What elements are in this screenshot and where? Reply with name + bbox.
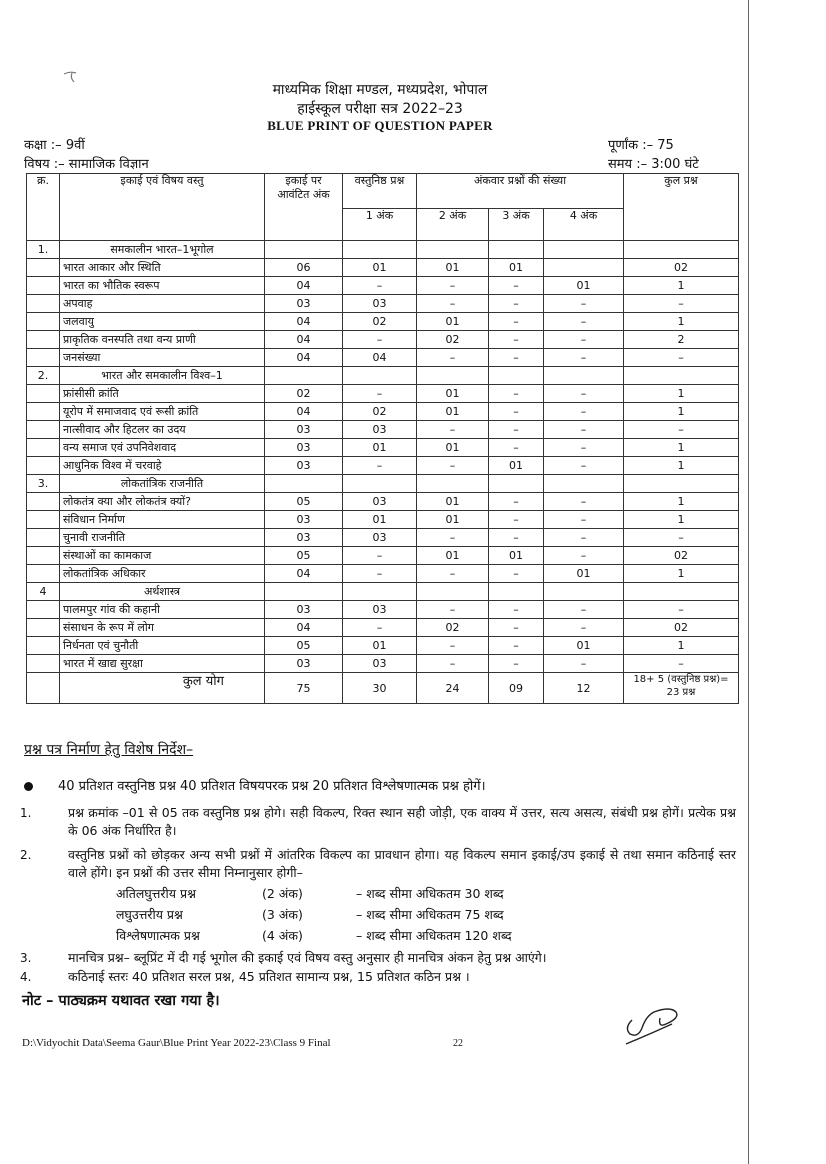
class-label: कक्षा :– 9वीं [24,138,85,153]
four-mark-cell: – [544,439,624,457]
three-mark-cell: – [489,511,544,529]
marks-allotted-cell: 05 [265,547,343,565]
instruction-4-number: 4. [20,970,32,984]
three-mark-cell: 01 [489,457,544,475]
four-mark-cell: – [544,385,624,403]
two-mark-cell: 01 [417,403,489,421]
one-mark-cell: 01 [343,511,417,529]
header-unit: इकाई एवं विषय वस्तु [60,174,265,241]
table-row [27,619,739,637]
one-mark-cell: – [343,457,417,475]
four-mark-cell: – [544,511,624,529]
empty-cell [343,367,417,385]
one-mark-cell: – [343,331,417,349]
total-questions-cell: – [624,349,739,367]
one-mark-cell: 03 [343,655,417,673]
two-mark-cell: 02 [417,331,489,349]
table-row [27,511,739,529]
table-row [27,457,739,475]
total-marks-allotted-cell: 75 [265,673,343,704]
one-mark-cell: 01 [343,439,417,457]
two-mark-cell: – [417,421,489,439]
time-label: समय :– 3:00 घंटे [608,157,699,172]
total-questions-cell: – [624,529,739,547]
four-mark-cell: 01 [544,277,624,295]
table-row [27,385,739,403]
total-total-questions-cell: 18+ 5 (वस्तुनिष्ठ प्रश्न)= 23 प्रश्न [624,673,739,704]
one-mark-cell: 03 [343,421,417,439]
three-mark-cell: – [489,493,544,511]
header-4-mark: 4 अंक [544,209,624,241]
unit-header-row [27,475,739,493]
three-mark-cell: – [489,349,544,367]
empty-cell [27,457,60,475]
one-mark-cell: – [343,565,417,583]
one-mark-cell: 03 [343,493,417,511]
total-questions-cell: 1 [624,511,739,529]
word-limit-value: – शब्द सीमा अधिकतम 30 शब्द [356,886,504,901]
four-mark-cell: – [544,619,624,637]
word-limit-type: लघुउत्तरीय प्रश्न [116,907,183,922]
two-mark-cell: – [417,349,489,367]
empty-cell [27,295,60,313]
topic-cell: चुनावी राजनीति [60,529,265,547]
three-mark-cell: – [489,331,544,349]
three-mark-cell: – [489,403,544,421]
empty-cell [265,583,343,601]
marks-allotted-cell: 03 [265,511,343,529]
marks-allotted-cell: 02 [265,385,343,403]
empty-cell [417,367,489,385]
marks-allotted-cell: 04 [265,349,343,367]
table-row [27,277,739,295]
two-mark-cell: – [417,565,489,583]
table-row [27,529,739,547]
syllabus-note: नोट – पाठ्यक्रम यथावत रखा गया है। [22,993,220,1009]
page-edge-line [748,0,749,1164]
unit-title: लोकतांत्रिक राजनीति [60,475,265,493]
signature-icon [620,998,690,1048]
word-limit-type: विश्लेषणात्मक प्रश्न [116,928,200,943]
total-questions-cell: 1 [624,565,739,583]
table-row [27,403,739,421]
distribution-instruction: 40 प्रतिशत वस्तुनिष्ठ प्रश्न 40 प्रतिशत विषयपरक प्रश्न 20 प्रतिशत विश्लेषणात्मक प्रश्न होगें। [58,779,486,794]
three-mark-cell: – [489,295,544,313]
topic-cell: निर्धनता एवं चुनौती [60,637,265,655]
topic-cell: अपवाह [60,295,265,313]
marks-allotted-cell: 04 [265,403,343,421]
header-1-mark: 1 अंक [343,209,417,241]
empty-cell [27,313,60,331]
total-questions-cell: 02 [624,259,739,277]
empty-cell [417,241,489,259]
total-questions-cell: – [624,295,739,313]
marks-allotted-cell: 04 [265,277,343,295]
empty-cell [27,403,60,421]
three-mark-cell: – [489,601,544,619]
topic-cell: भारत आकार और स्थिति [60,259,265,277]
two-mark-cell: – [417,457,489,475]
instruction-2: वस्तुनिष्ठ प्रश्नों को छोड़कर अन्य सभी प्रश्नों में आंतरिक विकल्प का प्रावधान होगा। यह विकल्प समान इकाई/उप इकाई से तथा समान कठिनाई स्तर वाले होंगे। इन प्रश्नों की उत्तर सीमा निम्नानुसार होगी– [68,847,736,880]
header-2-mark: 2 अंक [417,209,489,241]
header-3-mark: 3 अंक [489,209,544,241]
total-one-mark-cell: 30 [343,673,417,704]
marks-allotted-cell: 03 [265,655,343,673]
total-label: कुल योग [60,673,265,704]
marks-allotted-cell: 03 [265,601,343,619]
empty-cell [489,583,544,601]
blueprint-table [26,173,739,704]
three-mark-cell: 01 [489,259,544,277]
four-mark-cell: – [544,421,624,439]
two-mark-cell: – [417,295,489,313]
empty-cell [489,367,544,385]
header-markwise: अंकवार प्रश्नों की संख्या [417,174,624,209]
total-three-mark-cell: 09 [489,673,544,704]
unit-title: भारत और समकालीन विश्व–1 [60,367,265,385]
total-questions-cell: 1 [624,637,739,655]
table-row [27,313,739,331]
one-mark-cell: 02 [343,403,417,421]
document-title: BLUE PRINT OF QUESTION PAPER [267,118,493,133]
marks-allotted-cell: 04 [265,619,343,637]
table-row [27,565,739,583]
word-limit-type: अतिलघुत्तरीय प्रश्न [116,886,196,901]
total-questions-cell: 1 [624,277,739,295]
four-mark-cell: – [544,313,624,331]
empty-cell [27,619,60,637]
unit-title: अर्थशास्त्र [60,583,265,601]
empty-cell [343,241,417,259]
topic-cell: यूरोप में समाजवाद एवं रूसी क्रांति [60,403,265,421]
total-questions-cell: 1 [624,439,739,457]
table-row [27,601,739,619]
two-mark-cell: 01 [417,313,489,331]
unit-header-row [27,241,739,259]
four-mark-cell: – [544,403,624,421]
topic-cell: जलवायु [60,313,265,331]
total-four-mark-cell: 12 [544,673,624,704]
three-mark-cell: – [489,529,544,547]
total-questions-cell: 1 [624,493,739,511]
three-mark-cell: 01 [489,547,544,565]
topic-cell: संस्थाओं का कामकाज [60,547,265,565]
two-mark-cell: – [417,529,489,547]
two-mark-cell: 01 [417,385,489,403]
empty-cell [27,385,60,403]
exam-session: हाईस्कूल परीक्षा सत्र 2022–23 [297,101,463,117]
empty-cell [27,259,60,277]
two-mark-cell: 01 [417,259,489,277]
marks-allotted-cell: 03 [265,421,343,439]
empty-cell [489,475,544,493]
three-mark-cell: – [489,439,544,457]
topic-cell: भारत का भौतिक स्वरूप [60,277,265,295]
empty-cell [27,637,60,655]
empty-cell [265,475,343,493]
total-questions-cell: 1 [624,313,739,331]
one-mark-cell: 02 [343,313,417,331]
marks-allotted-cell: 04 [265,565,343,583]
one-mark-cell: 03 [343,295,417,313]
two-mark-cell: 02 [417,619,489,637]
total-row [27,673,739,704]
max-marks-label: पूर्णांक :– 75 [608,138,674,153]
four-mark-cell: 01 [544,565,624,583]
four-mark-cell [544,259,624,277]
empty-cell [265,367,343,385]
topic-cell: पालमपुर गांव की कहानी [60,601,265,619]
page-number: 22 [453,1038,463,1049]
unit-number: 3. [27,475,60,493]
total-two-mark-cell: 24 [417,673,489,704]
one-mark-cell: – [343,385,417,403]
instruction-4: कठिनाई स्तरः 40 प्रतिशत सरल प्रश्न, 45 प्रतिशत सामान्य प्रश्न, 15 प्रतिशत कठिन प्रश्न । [68,969,470,984]
three-mark-cell: – [489,637,544,655]
instruction-1-number: 1. [20,806,32,820]
empty-cell [544,367,624,385]
table-row [27,421,739,439]
empty-cell [624,475,739,493]
three-mark-cell: – [489,313,544,331]
empty-cell [417,583,489,601]
topic-cell: संसाधन के रूप में लोग [60,619,265,637]
three-mark-cell: – [489,619,544,637]
total-questions-cell: – [624,601,739,619]
one-mark-cell: 01 [343,259,417,277]
unit-number: 4 [27,583,60,601]
three-mark-cell: – [489,655,544,673]
three-mark-cell: – [489,421,544,439]
two-mark-cell: 01 [417,511,489,529]
unit-number: 1. [27,241,60,259]
four-mark-cell: – [544,349,624,367]
four-mark-cell: – [544,655,624,673]
four-mark-cell: – [544,331,624,349]
four-mark-cell: – [544,295,624,313]
marks-allotted-cell: 05 [265,637,343,655]
empty-cell [489,241,544,259]
empty-cell [27,493,60,511]
topic-cell: फ्रांसीसी क्रांति [60,385,265,403]
marks-allotted-cell: 03 [265,529,343,547]
two-mark-cell: – [417,601,489,619]
empty-cell [27,547,60,565]
topic-cell: लोकतांत्रिक अधिकार [60,565,265,583]
total-questions-cell: 02 [624,619,739,637]
total-questions-cell: 1 [624,403,739,421]
marks-allotted-cell: 03 [265,457,343,475]
topic-cell: वन्य समाज एवं उपनिवेशवाद [60,439,265,457]
unit-header-row [27,583,739,601]
empty-cell [624,241,739,259]
empty-cell [343,583,417,601]
two-mark-cell: – [417,277,489,295]
empty-cell [27,439,60,457]
table-row [27,637,739,655]
topic-cell: संविधान निर्माण [60,511,265,529]
total-questions-cell: 1 [624,457,739,475]
topic-cell: नात्सीवाद और हिटलर का उदय [60,421,265,439]
table-row [27,547,739,565]
empty-cell [265,241,343,259]
header-sno: क्र. [27,174,60,241]
empty-cell [624,583,739,601]
one-mark-cell: – [343,619,417,637]
empty-cell [27,655,60,673]
topic-cell: आधुनिक विश्व में चरवाहे [60,457,265,475]
four-mark-cell: – [544,547,624,565]
empty-cell [27,565,60,583]
unit-number: 2. [27,367,60,385]
empty-cell [27,529,60,547]
two-mark-cell: – [417,637,489,655]
empty-cell [27,331,60,349]
bullet-icon [24,782,33,791]
instruction-3-number: 3. [20,951,32,965]
marks-allotted-cell: 03 [265,295,343,313]
one-mark-cell: – [343,547,417,565]
empty-cell [544,241,624,259]
one-mark-cell: 01 [343,637,417,655]
total-questions-cell: – [624,421,739,439]
table-row [27,493,739,511]
header-total: कुल प्रश्न [624,174,739,241]
two-mark-cell: – [417,655,489,673]
empty-cell [544,583,624,601]
four-mark-cell: – [544,457,624,475]
word-limit-value: – शब्द सीमा अधिकतम 120 शब्द [356,928,512,943]
blueprint-body [27,241,739,704]
two-mark-cell: 01 [417,439,489,457]
empty-cell [27,421,60,439]
empty-cell [343,475,417,493]
two-mark-cell: 01 [417,493,489,511]
word-limit-marks: (3 अंक) [262,907,303,922]
empty-cell [27,673,60,704]
three-mark-cell: – [489,385,544,403]
total-questions-cell: – [624,655,739,673]
instruction-3: मानचित्र प्रश्न– ब्लूप्रिंट में दी गई भूगोल की इकाई एवं विषय वस्तु अनुसार ही मानचित्र अंकन हेतु प्रश्न आएंगे। [68,950,547,965]
three-mark-cell: – [489,565,544,583]
total-questions-cell: 1 [624,385,739,403]
topic-cell: भारत में खाद्य सुरक्षा [60,655,265,673]
table-row [27,295,739,313]
marks-allotted-cell: 06 [265,259,343,277]
one-mark-cell: 03 [343,529,417,547]
table-row [27,259,739,277]
four-mark-cell: 01 [544,637,624,655]
marks-allotted-cell: 04 [265,331,343,349]
header-objective: वस्तुनिष्ठ प्रश्न [343,174,417,209]
empty-cell [417,475,489,493]
unit-header-row [27,367,739,385]
board-name: माध्यमिक शिक्षा मण्डल, मध्यप्रदेश, भोपाल [272,82,488,98]
four-mark-cell: – [544,601,624,619]
header-marks-allotted: इकाई पर आवंटित अंक [265,174,343,241]
one-mark-cell: 04 [343,349,417,367]
instruction-1: प्रश्न क्रमांक –01 से 05 तक वस्तुनिष्ठ प्रश्न होगे। सही विकल्प, रिक्त स्थान सही जोड़ी, एक वाक्य में उत्तर, सत्य असत्य, संबंधी प्रश्न होगें। प्रत्येक प्रश्न के 06 अंक निर्धारित है। [68,805,736,838]
empty-cell [27,601,60,619]
word-limit-value: – शब्द सीमा अधिकतम 75 शब्द [356,907,504,922]
empty-cell [27,277,60,295]
table-row [27,655,739,673]
topic-cell: प्राकृतिक वनस्पति तथा वन्य प्राणी [60,331,265,349]
total-questions-cell: 02 [624,547,739,565]
subject-label: विषय :– सामाजिक विज्ञान [24,157,149,172]
marks-allotted-cell: 05 [265,493,343,511]
table-row [27,439,739,457]
four-mark-cell: – [544,493,624,511]
four-mark-cell: – [544,529,624,547]
topic-cell: लोकतंत्र क्या और लोकतंत्र क्यों? [60,493,265,511]
instructions-title: प्रश्न पत्र निर्माण हेतु विशेष निर्देश– [24,742,194,758]
empty-cell [27,349,60,367]
instruction-2-number: 2. [20,848,32,862]
one-mark-cell: 03 [343,601,417,619]
marks-allotted-cell: 04 [265,313,343,331]
three-mark-cell: – [489,277,544,295]
word-limit-marks: (4 अंक) [262,928,303,943]
two-mark-cell: 01 [417,547,489,565]
unit-title: समकालीन भारत–1भूगोल [60,241,265,259]
one-mark-cell: – [343,277,417,295]
empty-cell [624,367,739,385]
word-limit-marks: (2 अंक) [262,886,303,901]
table-row [27,349,739,367]
total-questions-cell: 2 [624,331,739,349]
file-path: D:\Vidyochit Data\Seema Gaur\Blue Print Year 2022-23\Class 9 Final [22,1037,331,1049]
topic-cell: जनसंख्या [60,349,265,367]
table-row [27,331,739,349]
marks-allotted-cell: 03 [265,439,343,457]
empty-cell [27,511,60,529]
empty-cell [544,475,624,493]
